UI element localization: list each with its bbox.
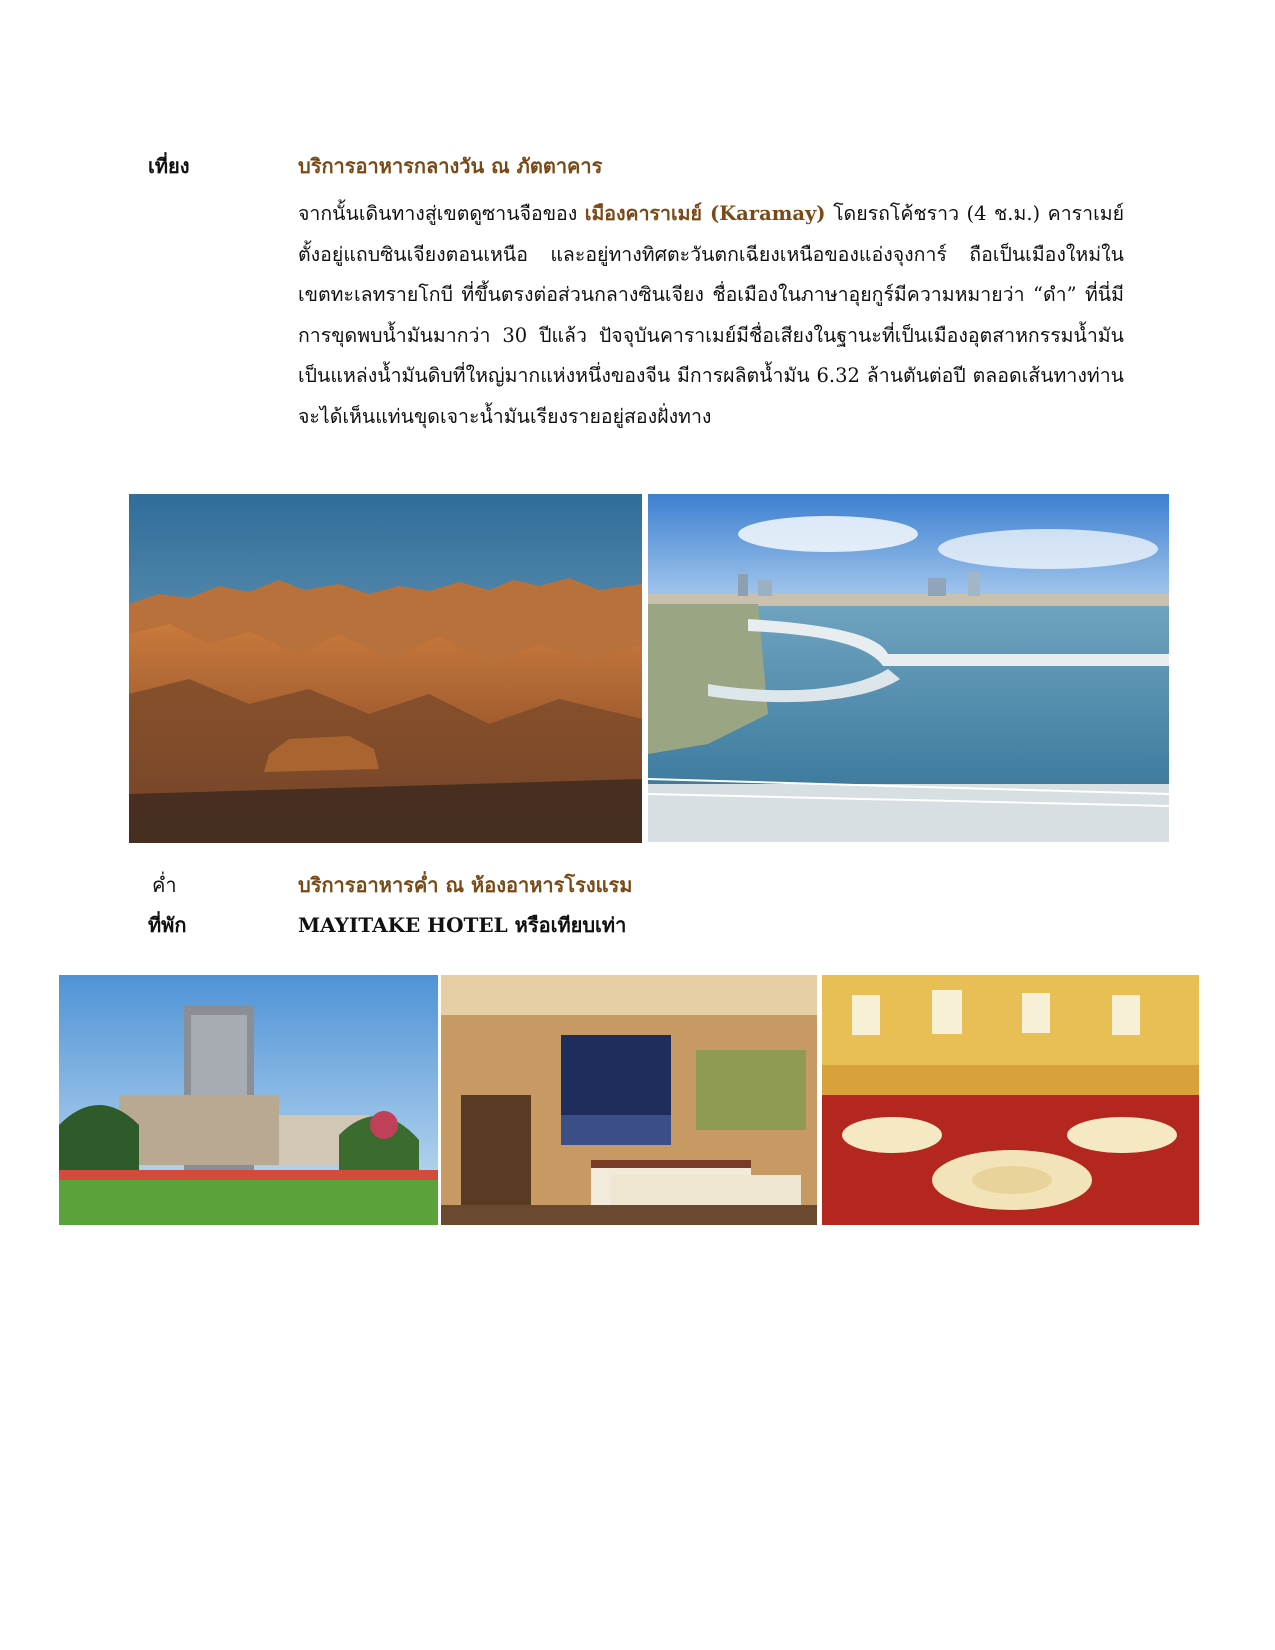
dinner-title: บริการอาหารค่ำ ณ ห้องอาหารโรงแรม (298, 873, 633, 897)
description-rest: โดยรถโค้ชราว (4 ช.ม.) คาราเมย์ตั้งอยู่แถบซินเจียงตอนเหนือ และอยู่ทางทิศตะวันตกเฉียงเหนือของแอ่งจุงการ์ ถือเป็นเมืองใหม่ในเขตทะเลทรายโกบี ที่ขึ้นตรงต่อส่วนกลางซินเจียง ชื่อเมืองในภาษาอุยกูร์มีความหมายว่า “ดำ” ที่นี่มีการขุดพบน้ำมันมากว่า 30 ปีแล้ว ปัจจุบันคาราเมย์มีชื่อเสียงในฐานะที่เป็นเมืองอุตสาหกรรมน้ำมัน เป็นแหล่งน้ำมันดิบที่ใหญ่มากแห่งหนึ่งของจีน มีการผลิตน้ำมัน 6.32 ล้านตันต่อปี ตลอดเส้นทางท่านจะได้เห็นแท่นขุดเจาะน้ำมันเรียงรายอยู่สองฝั่งทาง (298, 202, 1125, 428)
lunch-label: เที่ยง (148, 154, 190, 178)
karamay-lake-photo (648, 494, 1169, 842)
hotel-equivalent-note: หรือเทียบเท่า (514, 913, 627, 937)
karamay-description (298, 194, 1124, 438)
accommodation-label: ที่พัก (148, 913, 187, 937)
description-intro: จากนั้นเดินทางสู่เขตดูซานจือของ (298, 202, 578, 225)
hotel-name: MAYITAKE HOTEL (298, 913, 508, 937)
dinner-label: ค่ำ (152, 873, 177, 897)
accommodation-value (298, 909, 626, 941)
hotel-exterior-photo (59, 975, 438, 1225)
hotel-room-photo (441, 975, 817, 1225)
banquet-hall-photo (822, 975, 1199, 1225)
karamay-highlight: เมืองคาราเมย์ (Karamay) (584, 202, 826, 225)
lunch-title: บริการอาหารกลางวัน ณ ภัตตาคาร (298, 154, 603, 178)
desert-landscape-photo (129, 494, 642, 843)
